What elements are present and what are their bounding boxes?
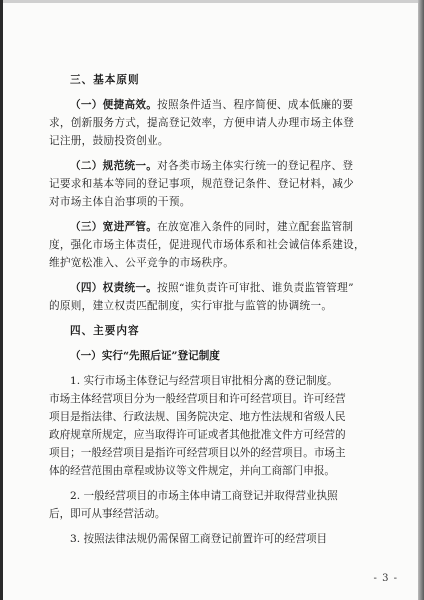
item-2-line-1: 2. 一般经营项目的市场主体申请工商登记并取得营业执照 xyxy=(70,490,338,502)
principle-lead-accountability: （四）权责统一。 xyxy=(70,282,158,294)
principle-lead-uniform: （二）规范统一。 xyxy=(70,160,158,172)
paragraph-lenient-line-1: （三）宽进严管。在放宽准入条件的同时，建立配套监管制 xyxy=(70,221,354,233)
paragraph-accountability-line-2: 的原则，建立权责匹配制度，实行审批与监管的协调统一。 xyxy=(49,300,333,312)
paragraph-convenient-line-1: （一）便捷高效。按照条件适当、程序简便、成本低廉的要 xyxy=(70,99,354,111)
page-number: - 3 - xyxy=(373,573,398,584)
scan-edge-left xyxy=(0,0,3,600)
document-body xyxy=(49,71,367,548)
item-1-line-5: 项目；一般经营项目是指许可经营项目以外的经营项目。市场主 xyxy=(49,447,346,459)
section-heading-principles: 三、基本原则 xyxy=(70,74,140,86)
principle-lead-convenient: （一）便捷高效。 xyxy=(70,99,158,111)
paragraph-uniform-line-1: （二）规范统一。对各类市场主体实行统一的登记程序、登 xyxy=(70,160,354,172)
scan-edge-top xyxy=(0,0,424,3)
paragraph-lenient-line-2: 度，强化市场主体责任，促进现代市场体系和社会诚信体系建设， xyxy=(49,239,365,251)
principle-lead-lenient: （三）宽进严管。 xyxy=(70,221,158,233)
paragraph-lenient-line-3: 维护宽松准入、公平竞争的市场秩序。 xyxy=(49,257,235,269)
item-1-line-6: 体的经营范围由章程或协议等文件规定，并向工商部门申报。 xyxy=(49,465,336,477)
item-2-line-2: 后，即可从事经营活动。 xyxy=(49,508,166,520)
paragraph-accountability-line-1: （四）权责统一。按照“谁负责许可审批、谁负责监管管理” xyxy=(70,282,354,294)
paragraph-uniform-line-3: 对市场主体自治事项的干预。 xyxy=(49,196,191,208)
item-1-line-3: 项目是指法律、行政法规、国务院决定、地方性法规和省级人民 xyxy=(49,411,346,423)
paragraph-uniform-line-2: 记要求和基本等同的登记事项，规范登记条件、登记材料，减少 xyxy=(49,178,355,190)
section-heading-main-content: 四、主要内容 xyxy=(70,325,140,337)
item-1-line-4: 政府规章所规定，应当取得许可证或者其他批准文件方可经营的 xyxy=(49,429,346,441)
item-1-line-1: 1. 实行市场主体登记与经营项目审批相分离的登记制度。 xyxy=(70,375,338,387)
item-3-line-1: 3. 按照法律法规仍需保留工商登记前置许可的经营项目 xyxy=(70,533,328,545)
subheading-license-first: （一）实行“先照后证”登记制度 xyxy=(70,350,220,362)
scan-edge-right xyxy=(418,0,424,600)
paragraph-convenient-line-2: 求，创新服务方式，提高登记效率，方便申请人办理市场主体登 xyxy=(49,117,355,129)
paragraph-convenient-line-3: 记注册，鼓励投资创业。 xyxy=(49,135,169,147)
item-1-line-2: 市场主体经营项目分为一般经营项目和许可经营项目。许可经营 xyxy=(49,393,346,405)
